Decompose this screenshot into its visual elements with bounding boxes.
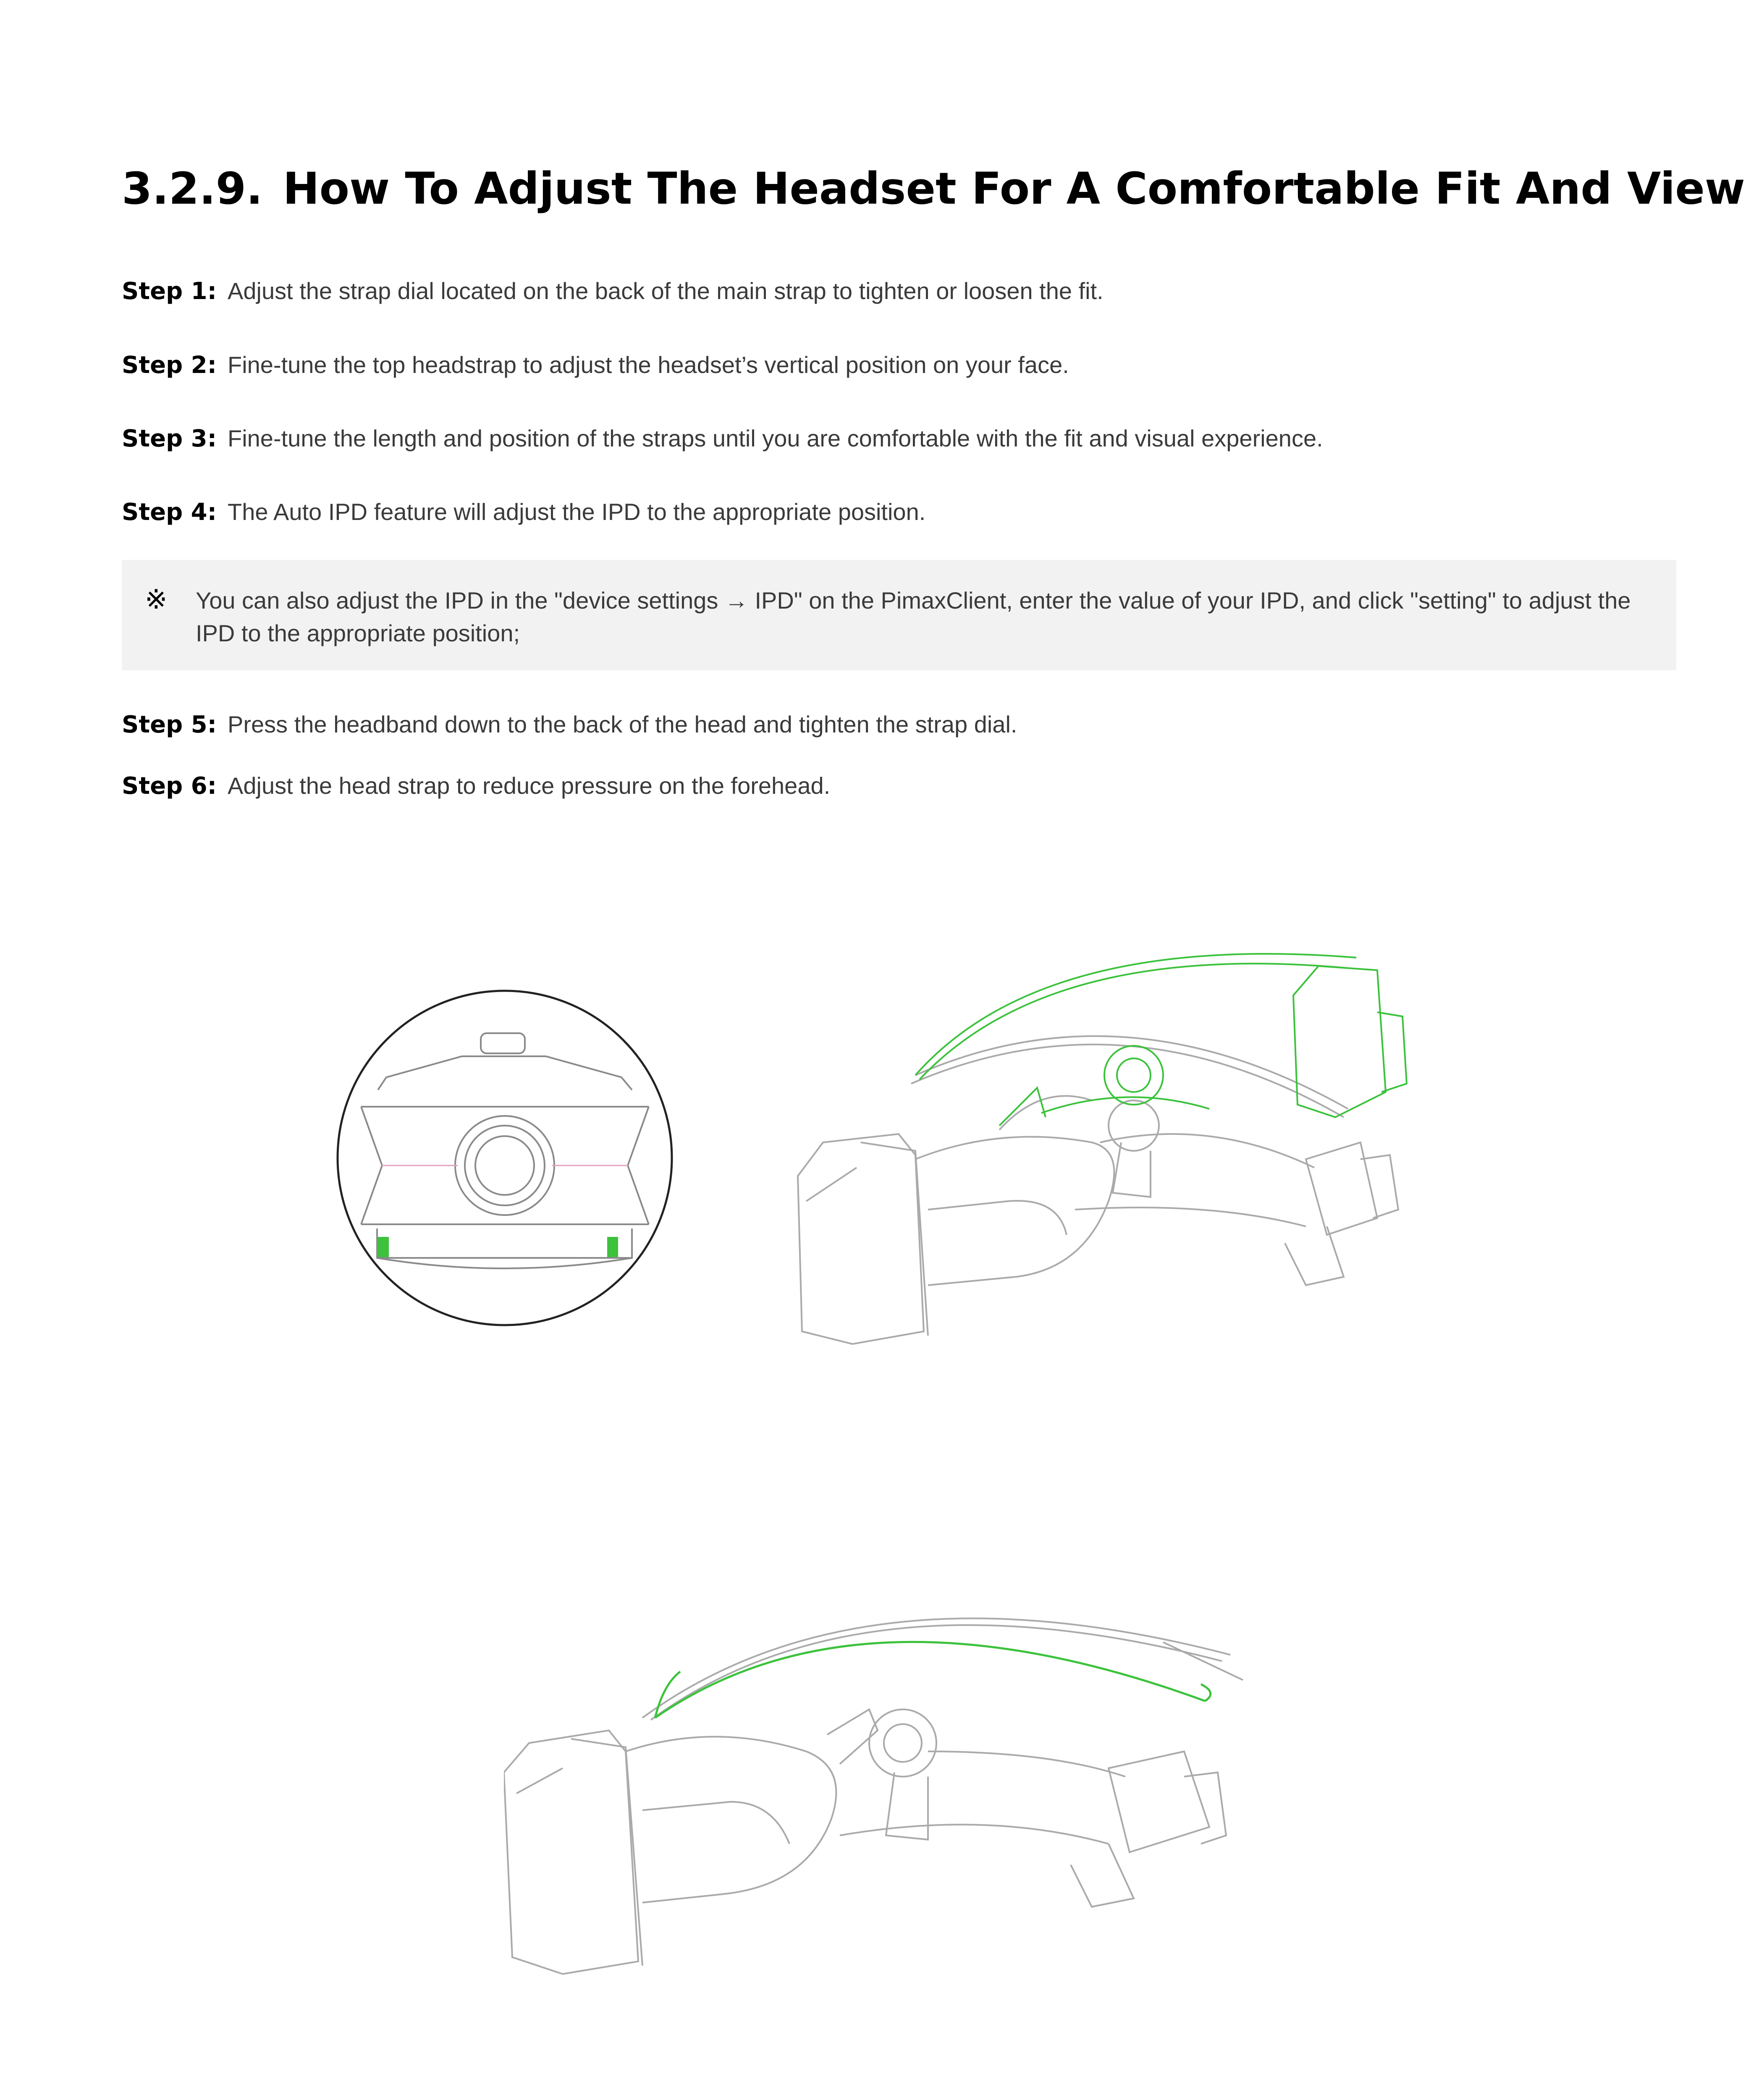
step-text: Adjust the strap dial located on the back of the main strap to tighten or loosen the fit. (228, 278, 1103, 304)
step-label: Step 6: (122, 772, 217, 800)
step-4 (122, 498, 925, 526)
step-label: Step 3: (122, 425, 217, 452)
step-label: Step 4: (122, 499, 217, 526)
step-text: Fine-tune the top headstrap to adjust the headset’s vertical position on your face. (228, 352, 1069, 378)
section-heading (122, 163, 1745, 214)
step-1 (122, 277, 1103, 305)
section-number: 3.2.9. (122, 163, 263, 214)
step-text: Press the headband down to the back of the head and tighten the strap dial. (228, 711, 1017, 738)
step-text: The Auto IPD feature will adjust the IPD to the appropriate position. (228, 499, 926, 525)
step-6 (122, 772, 830, 800)
step-5 (122, 711, 1017, 738)
section-title: How To Adjust The Headset For A Comfortable Fit And View (283, 163, 1745, 214)
step-label: Step 2: (122, 352, 217, 379)
strap-dial-closeup-icon (336, 989, 674, 1327)
step-3 (122, 425, 1323, 452)
ipd-note-box (122, 560, 1676, 670)
note-text: You can also adjust the IPD in the "device settings → IPD" on the PimaxClient, enter the value of your IPD, and click "setting" to adjust the IPD to the appropriate position; (196, 587, 1631, 646)
step-text: Fine-tune the length and position of the straps until you are comfortable with the fit and visual experience. (228, 425, 1323, 452)
step-label: Step 5: (122, 711, 217, 738)
step-2 (122, 351, 1069, 379)
step-label: Step 1: (122, 278, 217, 305)
headset-headband-illustration-icon (504, 1575, 1268, 1978)
step-text: Adjust the head strap to reduce pressure on the forehead. (228, 772, 831, 799)
headset-strap-adjust-illustration-icon (789, 907, 1470, 1352)
note-reference-mark-icon: ※ (145, 584, 168, 615)
